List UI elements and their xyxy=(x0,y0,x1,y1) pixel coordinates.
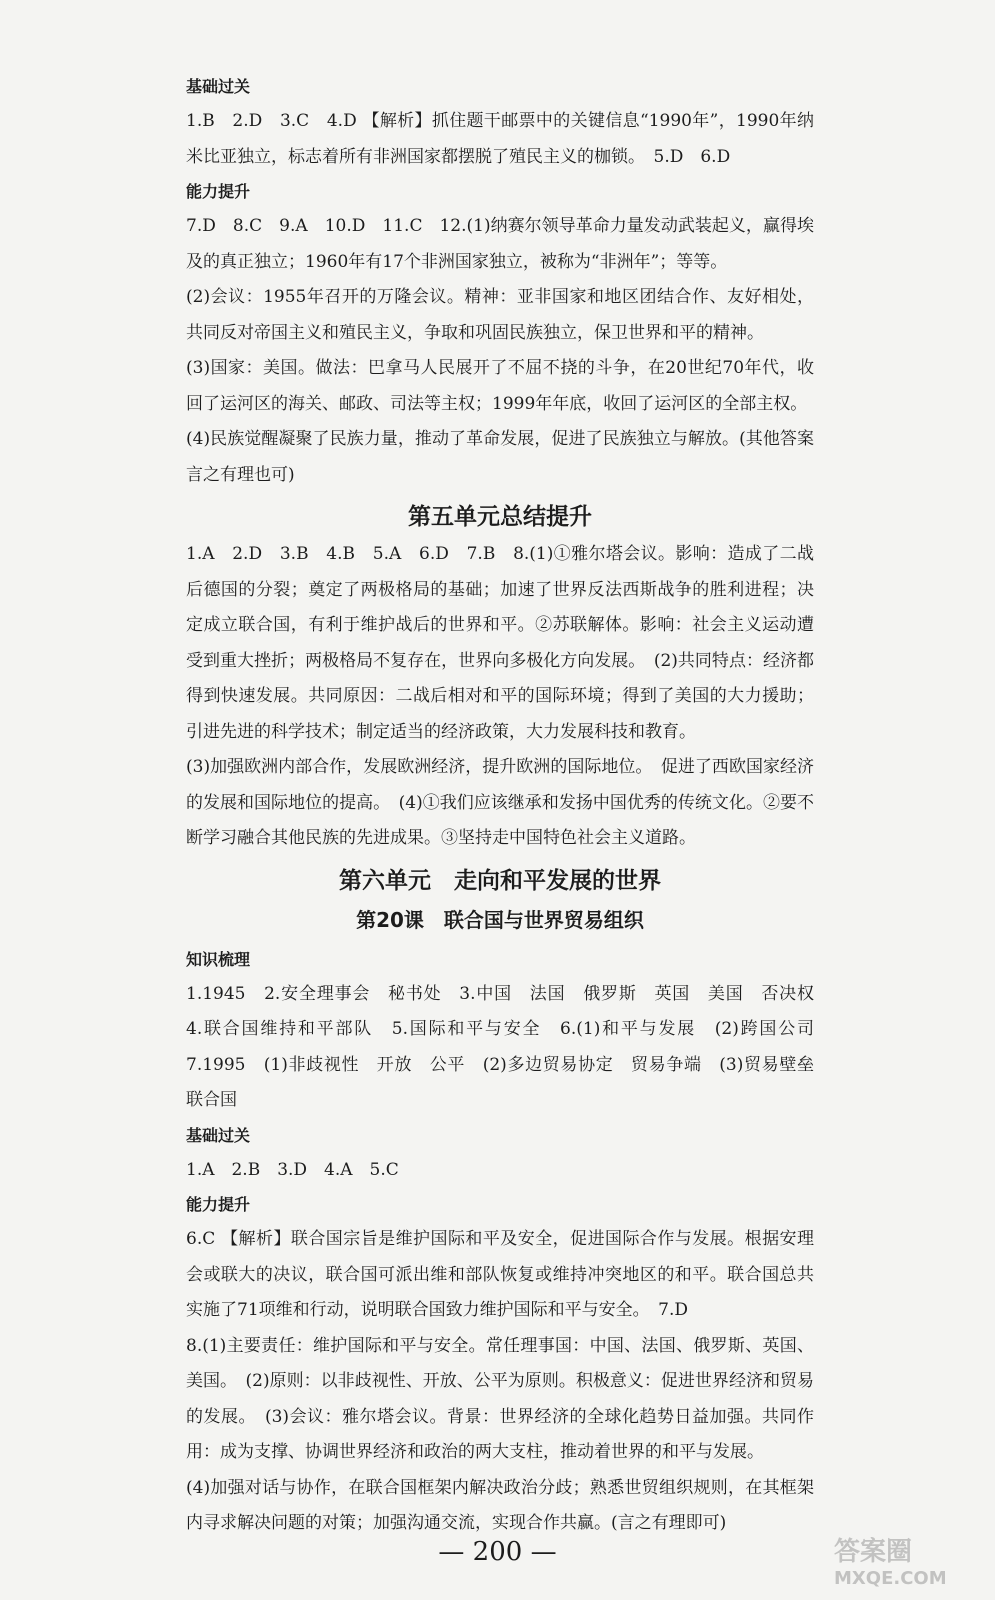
answer-paragraph: 1.A 2.D 3.B 4.B 5.A 6.D 7.B 8.(1)①雅尔塔会议。影响：造成了二战后德国的分裂；奠定了两极格局的基础；加速了世界反法西斯战争的胜利进程；决定成立联合国，有利于维护战后的世界和平。②苏联解体。影响：社会主义运动遭受到重大挫折；两极格局不复存在，世界向多极化方向发展。 (2)共同特点：经济都得到快速发展。共同原因：二战后相对和平的国际环境；得到了美国的大力援助；引进先进的科学技术；制定适当的经济政策，大力发展科技和教育。 xyxy=(186,544,814,742)
answer-content xyxy=(186,70,831,1542)
lesson-title: 第20课 联合国与世界贸易组织 xyxy=(356,907,644,932)
watermark-line1: 答案圈 xyxy=(834,1537,913,1567)
answer-paragraph: (3)国家：美国。做法：巴拿马人民展开了不屈不挠的斗争，在20世纪70年代，收回了运河区的海关、邮政、司法等主权；1999年年底，收回了运河区的全部主权。 xyxy=(186,358,814,414)
section-heading: 基础过关 xyxy=(186,1125,251,1145)
answer-paragraph: (2)会议：1955年召开的万隆会议。精神：亚非国家和地区团结合作、友好相处，共同反对帝国主义和殖民主义，争取和巩固民族独立，保卫世界和平的精神。 xyxy=(186,287,814,343)
unit-title: 第五单元总结提升 xyxy=(408,504,592,530)
page-number: — 200 — xyxy=(438,1537,557,1567)
answer-paragraph: 6.C 【解析】联合国宗旨是维护国际和平及安全，促进国际合作与发展。根据安理会或联大的决议，联合国可派出维和部队恢复或维持冲突地区的和平。联合国总共实施了71项维和行动，说明联合国致力维护国际和平与安全。 7.D xyxy=(186,1229,814,1320)
watermark-line2: MXQE.COM xyxy=(834,1568,947,1589)
answer-paragraph: (4)民族觉醒凝聚了民族力量，推动了革命发展，促进了民族独立与解放。(其他答案言之有理也可) xyxy=(186,429,814,485)
answer-paragraph: 1.1945 2.安全理事会 秘书处 3.中国 法国 俄罗斯 英国 美国 否决权 4.联合国维持和平部队 5.国际和平与安全 6.(1)和平与发展 (2)跨国公司 7.1995 (1)非歧视性 开放 公平 (2)多边贸易协定 贸易争端 (3)贸易壁垒 联合国 xyxy=(186,983,831,1110)
watermark-logo xyxy=(826,1530,981,1590)
section-heading: 知识梳理 xyxy=(186,949,251,969)
section-heading: 能力提升 xyxy=(186,182,251,201)
section-heading: 能力提升 xyxy=(186,1195,251,1214)
answer-paragraph: 1.B 2.D 3.C 4.D 【解析】抓住题干邮票中的关键信息“1990年”，1990年纳米比亚独立，标志着所有非洲国家都摆脱了殖民主义的枷锁。 5.D 6.D xyxy=(186,111,814,167)
answer-paragraph: (3)加强欧洲内部合作，发展欧洲经济，提升欧洲的国际地位。 促进了西欧国家经济的发展和国际地位的提高。 (4)①我们应该继承和发扬中国优秀的传统文化。②要不断学习融合其他民族的先进成果。③坚持走中国特色社会主义道路。 xyxy=(186,757,814,848)
answer-paragraph: 8.(1)主要责任：维护国际和平与安全。常任理事国：中国、法国、俄罗斯、英国、美国。 (2)原则：以非歧视性、开放、公平为原则。积极意义：促进世界经济和贸易的发展。 (3)会议：雅尔塔会议。背景：世界经济的全球化趋势日益加强。共同作用：成为支撑、协调世界经济和政治的两大支柱，推动着世界的和平与发展。 xyxy=(186,1335,814,1462)
section-heading: 基础过关 xyxy=(186,77,251,96)
answer-paragraph: 7.D 8.C 9.A 10.D 11.C 12.(1)纳赛尔领导革命力量发动武装起义，赢得埃及的真正独立；1960年有17个非洲国家独立，被称为“非洲年”；等等。 xyxy=(186,216,814,272)
answer-paragraph: 1.A 2.B 3.D 4.A 5.C xyxy=(186,1159,399,1180)
unit-title: 第六单元 走向和平发展的世界 xyxy=(339,867,661,894)
answer-paragraph: (4)加强对话与协作，在联合国框架内解决政治分歧；熟悉世贸组织规则，在其框架内寻求解决问题的对策；加强沟通交流，实现合作共赢。(言之有理即可) xyxy=(186,1477,814,1533)
